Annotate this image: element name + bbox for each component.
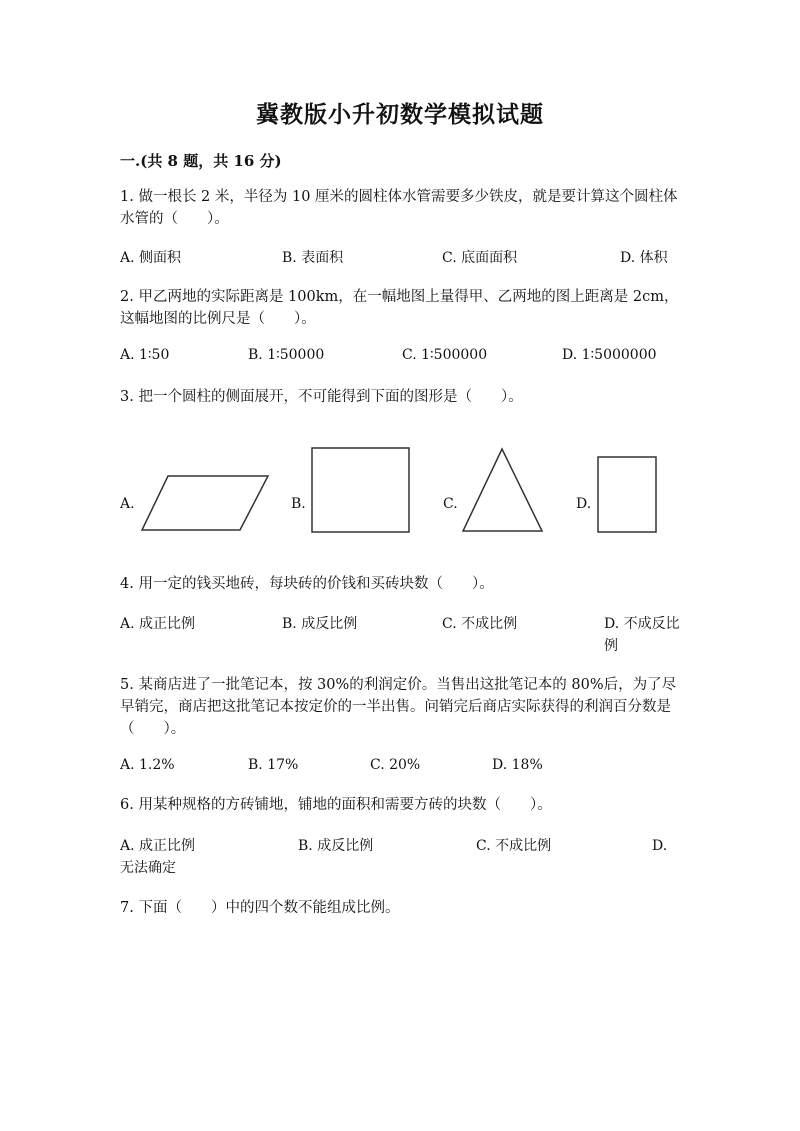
parallelogram-figure xyxy=(140,474,270,532)
question-1: 1. 做一根长 2 米，半径为 10 厘米的圆柱体水管需要多少铁皮，就是要计算这个圆柱体水管的（ ）。 xyxy=(120,189,678,227)
option-d-label: D. xyxy=(652,838,668,854)
option-d[interactable]: D. 18% xyxy=(492,757,543,773)
option-d[interactable]: D. 不成反比例 xyxy=(604,616,680,654)
figure-label-a[interactable]: A. xyxy=(120,496,135,512)
option-b[interactable]: B. 成反比例 xyxy=(298,838,374,854)
question-4: 4. 用一定的钱买地砖，每块砖的价钱和买砖块数（ ）。 xyxy=(120,576,494,592)
question-5: 5. 某商店进了一批笔记本，按 30%的利润定价。当售出这批笔记本的 80%后，为了尽早销完，商店把这批笔记本按定价的一半出售。问销完后商店实际获得的利润百分数是（ ）。 xyxy=(120,677,677,737)
question-1-options xyxy=(120,247,680,269)
option-a[interactable]: A. 1∶50 xyxy=(120,347,170,363)
option-b[interactable]: B. 1∶50000 xyxy=(248,347,325,363)
option-c[interactable]: C. 不成比例 xyxy=(442,616,518,632)
rectangle-figure xyxy=(597,456,659,534)
option-c[interactable]: C. 底面面积 xyxy=(442,250,518,266)
question-2-options xyxy=(120,347,680,369)
question-7: 7. 下面（ ）中的四个数不能组成比例。 xyxy=(120,900,400,916)
section-heading: 一.(共 8 题，共 16 分) xyxy=(120,152,282,170)
question-2: 2. 甲乙两地的实际距离是 100km，在一幅地图上量得甲、乙两地的图上距离是 2cm，这幅地图的比例尺是（ ）。 xyxy=(120,289,679,327)
option-d-text: 无法确定 xyxy=(120,860,176,876)
option-a[interactable]: A. 成正比例 xyxy=(120,616,196,632)
option-c[interactable]: C. 1∶500000 xyxy=(402,347,488,363)
option-d[interactable]: D. 1∶5000000 xyxy=(562,347,657,363)
figure-label-d[interactable]: D. xyxy=(576,496,592,512)
question-3: 3. 把一个圆柱的侧面展开，不可能得到下面的图形是（ ）。 xyxy=(120,389,523,405)
square-figure xyxy=(311,447,411,533)
option-d[interactable]: D. 体积 xyxy=(620,250,668,266)
option-a[interactable]: A. 侧面积 xyxy=(120,250,182,266)
option-b[interactable]: B. 表面积 xyxy=(282,250,344,266)
figure-label-b[interactable]: B. xyxy=(291,496,306,512)
figure-label-c[interactable]: C. xyxy=(443,496,458,512)
option-c[interactable]: C. 20% xyxy=(370,757,421,773)
question-6: 6. 用某种规格的方砖铺地，铺地的面积和需要方砖的块数（ ）。 xyxy=(120,797,552,813)
question-5-options xyxy=(120,757,680,779)
option-a[interactable]: A. 1.2% xyxy=(120,757,175,773)
triangle-figure xyxy=(461,447,545,533)
option-c[interactable]: C. 不成比例 xyxy=(476,838,552,854)
option-b[interactable]: B. 成反比例 xyxy=(282,616,358,632)
option-b[interactable]: B. 17% xyxy=(248,757,299,773)
option-a[interactable]: A. 成正比例 xyxy=(120,838,196,854)
page-title: 冀教版小升初数学模拟试题 xyxy=(256,101,544,128)
